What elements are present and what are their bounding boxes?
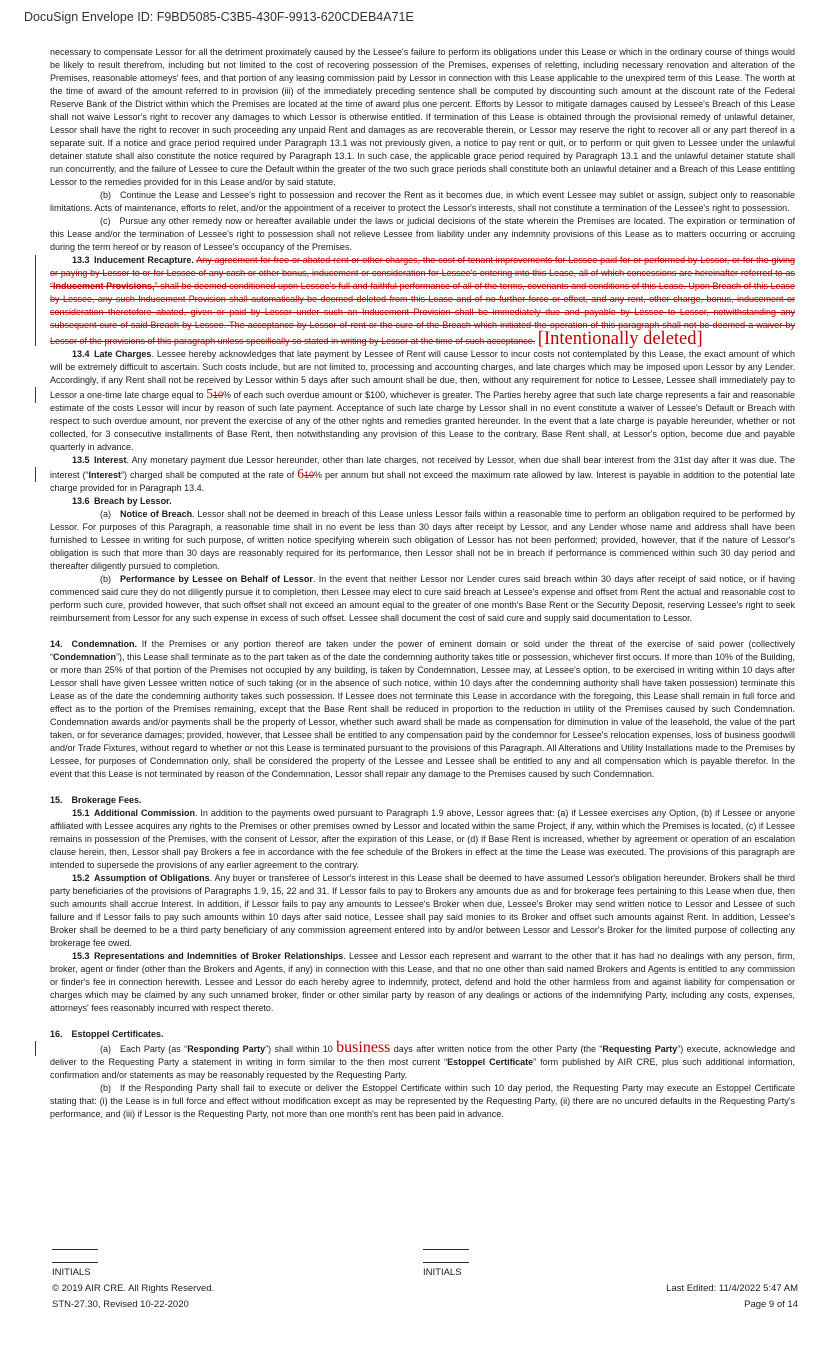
document-body: [50, 46, 795, 1121]
initials-label-left: INITIALS: [52, 1267, 91, 1278]
text-run: . Lessee hereby acknowledges that late payment by Lessee of Rent will cause Lessor to incur costs not contemplated by this Lease, the exact amount of which will be extremely difficult to ascertain. Such costs include, but are not limited to, processing and accounting charges, and late charges which may be imposed upon Lessor by any Lender. Accordingly, if any Rent shall not be received by Lessor within 5 days after such amount shall be due, then, without any requirement for notice to Lessee, Lessee shall immediately pay to Lessor a one-time late charge equal to: [50, 349, 795, 400]
text-run: Interest: [94, 455, 127, 465]
text-run: necessary to compensate Lessor for all the detriment proximately caused by the Lessee's failure to perform its obligations under this Lease or which in the ordinary course of things would be likely to result therefrom, including but not limited to the cost of recovering possession of the Premises, expenses of reletting, including necessary renovation and alteration of the Premises, reasonable attorneys' fees, and that portion of any leasing commission paid by Lessor in connection with this Lease applicable to the unexpired term of this Lease. The worth at the time of award of the amount referred to in provision (iii) of the immediately preceding sentence shall be computed by discounting such amount at the discount rate of the Federal Reserve Bank of the District within which the Premises are located at the time of award plus one percent. Efforts by Lessor to mitigate damages caused by Lessee's Breach of this Lease shall not waive Lessor's right to recover any damages to which Lessor is otherwise entitled. If termination of this Lease is obtained through the provisional remedy of unlawful detainer, Lessor shall have the right to recover in such proceeding any unpaid Rent and damages as are recoverable therein, or Lessor may reserve the right to recover all or any part thereof in a separate suit. If a notice and grace period required under Paragraph 13.1 was not previously given, a notice to pay rent or quit, or to perform or quit given to Lessee under the unlawful detainer statute shall also constitute the notice required by Paragraph 13.1. In such case, the applicable grace period required by Paragraph 13.1 and the unlawful detainer statute shall run concurrently, and the failure of Lessee to cure the Default within the greater of the two such grace periods shall constitute both an unlawful detainer and a Breach of this Lease entitling Lessor to the remedies provided for in this Lease and/or by said statute.: [50, 47, 795, 187]
text-run: . In the event that neither Lessor nor Lender cures said breach within 30 days after receipt of said notice, or if having commenced said cure they do not diligently pursue it to completion, then Lessee may elect to cure said breach at Lessee's expense and offset from Rent the actual and reasonable cost to perform such cure, provided however, that such offset shall not exceed an amount equal to the greater of one month's Base Rent or the Security Deposit, reserving Lessee's right to seek reimbursement from Lessor for any such expense in excess of such offset. Lessee shall document the cost of said cure and supply said documentation to Lessor.: [50, 574, 795, 623]
initials-line: [52, 1262, 98, 1263]
para-15-2-assumption-of-obligations: [50, 872, 795, 950]
text-run: 6: [297, 466, 305, 481]
text-run: 10: [212, 390, 223, 400]
text-run: Representations and Indemnities of Broker Relationships: [94, 951, 344, 961]
text-run: . Lessee and Lessor each represent and warrant to the other that it has had no dealings with any person, firm, broker, agent or finder (other than the Brokers and Agents, if any) in connection with this Lease, and that no one other than said named Brokers and Agents is entitled to any commission or finder's fee in connection herewith. Lessee and Lessor do each hereby agree to indemnify, protect, defend and hold the other harmless from and against liability for compensation or charges which may be claimed by any such unnamed broker, finder or other similar party by reason of any dealings or actions of the indemnifying Party, including any costs, expenses, attorneys' fees reasonably incurred with respect thereto.: [50, 951, 795, 1013]
para-15-3-representations-indemnities: [50, 950, 795, 1015]
para-16-b: [50, 1082, 795, 1121]
text-run: 15.1: [72, 808, 95, 818]
para-16-a: [50, 1041, 795, 1082]
page-number: Page 9 of 14: [744, 1299, 798, 1310]
text-run: Condemnation.: [71, 639, 138, 649]
text-run: Condemnation: [53, 652, 116, 662]
text-run: ”), this Lease shall terminate as to the part taken as of the date the condemning authority takes title or possession, whichever first occurs. If more than 10% of the Building, or more than 25% of that portion of the Premises not occupied by any building, is taken by Condemnation, Lessee may, at Lessee's option, to be exercised in writing within 10 days after Lessor shall have given Lessee written notice of such taking (or in the absence of such notice, within 10 days after the condemning authority shall have taken possession) terminate this Lease as of the date the condemning authority takes such possession. If Lessee does not terminate this Lease in accordance with the foregoing, this Lease shall remain in full force and effect as to the portion of the Premises remaining, except that the Base Rent shall be reduced in proportion to the reduction in utility of the Premises caused by such Condemnation. Condemnation awards and/or payments shall be the property of Lessor, whether such award shall be made as compensation for diminution in value of the leasehold, the value of the part taken, or for severance damages; provided, however, that Lessee shall be entitled to any compensation paid by the condemnor for Lessee's relocation expenses, loss of business goodwill and/or Trade Fixtures, without regard to whether or not this Lease is terminated pursuant to the provisions of this Paragraph. All Alterations and Utility Installations made to the Premises by Lessee, for purposes of Condemnation only, shall be considered the property of the Lessee and Lessee shall be entitled to any and all compensation which is payable therefor. In the event that this Lease is not terminated by reason of the Condemnation, Lessor shall repair any damage to the Premises caused by such Condemnation.: [50, 652, 795, 779]
text-run: 15.3: [72, 951, 95, 961]
para-13-5-interest: [50, 454, 795, 495]
text-run: Inducement Recapture.: [94, 255, 194, 265]
text-run: Interest: [88, 470, 121, 480]
text-run: (b) If the Responding Party shall fail to execute or deliver the Estoppel Certificate within such 10 day period, the Requesting Party may execute an Estoppel Certificate stating that: (i) the Lease is in full force and effect without modification except as may be represented by the Requesting Party, (ii) there are no uncured defaults in the Requesting Party's performance, and (iii) if Lessor is the Requesting Party, not more than one month's rent has been paid in advance.: [50, 1083, 795, 1119]
text-run: . Lessor shall not be deemed in breach of this Lease unless Lessor fails within a reasonable time to perform an obligation required to be performed by Lessor. For purposes of this Paragraph, a reasonable time shall in no event be less than 30 days after receipt by Lessor, and any Lender whose name and address shall have been furnished to Lessee in writing for such purpose, of written notice specifying wherein such obligation of Lessor has not been performed; provided, however, that if the nature of Lessor's obligation is such that more than 30 days are reasonably required for its performance, then Lessor shall not be in breach if performance is commenced within such 30 day period and thereafter diligently pursued to completion.: [50, 509, 795, 571]
text-run: 13.4: [72, 349, 95, 359]
last-edited-timestamp: Last Edited: 11/4/2022 5:47 AM: [666, 1283, 798, 1294]
text-run: 5: [206, 386, 213, 401]
text-run: (b) Continue the Lease and Lessee's right to possession and recover the Rent as it becomes due, in which event Lessee may sublet or assign, subject only to reasonable limitations. Acts of maintenance, efforts to relet, and/or the appointment of a receiver to protect the Lessor's interests, shall not constitute a termination of the Lessee's right to possession.: [50, 190, 795, 213]
text-run: Performance by Lessee on Behalf of Lessor: [120, 574, 313, 584]
text-run: ”) charged shall be computed at the rate of: [121, 470, 298, 480]
text-run: Any agreement for free or abated rent or other charges, the cost of tenant improvements for Lessee paid for or performed by Lessor, or for the giving or paying by Lessor to or for Lessee of any cash or other bonus, inducement or consideration for Lessee's entering into this Lease, all of which concessions are hereinafter referred to as “: [50, 255, 795, 291]
text-run: Notice of Breach: [120, 509, 193, 519]
text-run: 16. Estoppel Certificates.: [50, 1029, 164, 1039]
text-run: (c) Pursue any other remedy now or hereafter available under the laws or judicial decisions of the state wherein the Premises are located. The expiration or termination of this Lease and/or the termination of Lessee's right to possession shall not relieve Lessee from liability under any indemnity provisions of this Lease as to matters occurring or accruing during the term hereof or by reason of Lessee's occupancy of the Premises.: [50, 216, 795, 252]
para-13-6-b-performance-by-lessee: [50, 573, 795, 625]
text-run: [Intentionally deleted]: [537, 329, 703, 349]
para-13-2-b: [50, 189, 795, 215]
para-13-4-late-charges: [50, 348, 795, 454]
initials-line: [52, 1249, 98, 1250]
text-run: Assumption of Obligations: [94, 873, 210, 883]
para-14-condemnation: [50, 638, 795, 781]
text-run: 14.: [50, 639, 72, 649]
para-16-estoppel-certificates: [50, 1028, 795, 1041]
text-run: (a) Each Party (as “: [100, 1044, 188, 1054]
initials-line: [423, 1249, 469, 1250]
text-run: 15. Brokerage Fees.: [50, 795, 142, 805]
text-run: . Any monetary payment due Lessor hereunder, other than late charges, not received by Lessor, when due shall bear interest from the 31st day after it was due. The interest (“: [50, 455, 795, 480]
text-run: 10: [304, 470, 315, 480]
text-run: Breach by Lessor.: [94, 496, 172, 506]
text-run: % per annum but shall not exceed the maximum rate allowed by law. Interest is payable in addition to the potential late charge provided for in Paragraph 13.4.: [50, 470, 796, 493]
text-run: ”) execute, acknowledge and deliver to the Requesting Party a statement in writing in form similar to the then most current “: [50, 1044, 795, 1067]
text-run: % of each such overdue amount or $100, whichever is greater. The Parties hereby agree that such late charge represents a fair and reasonable estimate of the costs Lessor will incur by reason of such late payment. Acceptance of such late charge by Lessor shall in no event constitute a waiver of Lessee's Default or Breach with respect to such overdue amount, nor prevent the exercise of any of the other rights and remedies granted hereunder. In the event that a late charge is payable hereunder, whether or not collected, for 3 consecutive installments of Base Rent, then notwithstanding any provision of this Lease to the contrary, Base Rent shall, at Lessor's option, become due and payable quarterly in advance.: [50, 390, 795, 452]
para-13-6-breach-by-lessor: [50, 495, 795, 508]
docusign-envelope-id: DocuSign Envelope ID: F9BD5085-C3B5-430F-9913-620CDEB4A71E: [24, 10, 414, 24]
copyright-notice: © 2019 AIR CRE. All Rights Reserved.: [52, 1283, 215, 1294]
text-run: 13.3: [72, 255, 95, 265]
text-run: Estoppel Certificate: [447, 1057, 534, 1067]
para-13-3-inducement-recapture: [50, 254, 795, 348]
text-run: 13.5: [72, 455, 95, 465]
para-15-brokerage-fees: [50, 794, 795, 807]
text-run: business: [336, 1039, 391, 1056]
text-run: Responding Party: [187, 1044, 266, 1054]
text-run: . Any buyer or transferee of Lessor's interest in this Lease shall be deemed to have assumed Lessor's obligation hereunder. Brokers shall be third party beneficiaries of the provisions of Paragraphs 1.9, 15, 22 and 31. If Lessor fails to pay to Brokers any amounts due as and for brokerage fees pertaining to this Lease when due, then such amounts shall accrue Interest. In addition, if Lessor fails to pay any amounts to Lessee's Broker when due, Lessee's Broker may send written notice to Lessor and Lessee of such failure and if Lessor fails to pay such amounts within 10 days after said notice, Lessee shall pay said monies to its Broker and offset such amounts against Rent. In addition, Lessee's Broker shall be deemed to be a third party beneficiary of any commission agreement entered into by and/or between Lessor and Lessor's Broker for the limited purpose of collecting any brokerage fee owed.: [50, 873, 796, 948]
para-13-6-a-notice-of-breach: [50, 508, 795, 573]
text-run: (a): [100, 509, 120, 519]
form-id: STN-27.30, Revised 10-22-2020: [52, 1299, 189, 1310]
para-13-2-continuation: [50, 46, 795, 189]
text-run: ”) shall within 10: [265, 1044, 337, 1054]
text-run: 13.6: [72, 496, 95, 506]
text-run: days after written notice from the other Party (the “: [390, 1044, 603, 1054]
text-run: Late Charges: [94, 349, 152, 359]
text-run: Inducement Provisions,: [53, 281, 155, 291]
text-run: If the Premises or any portion thereof are taken under the power of eminent domain or sold under the threat of the exercise of said power (collectively “: [50, 639, 795, 662]
text-run: ” shall be deemed conditioned upon Lessee's full and faithful performance of all of the terms, covenants and conditions of this Lease. Upon Breach of this Lease by Lessee, any such Inducement Provision shall automatically be deemed deleted from this Lease and of no further force or effect, and any rent, other charge, bonus, inducement or consideration theretofore abated, given or paid by Lessor under such an Inducement Provision shall be immediately due and payable by Lessee to Lessor, notwithstanding any subsequent cure of said Breach by Lessee. The acceptance by Lessor of rent or the cure of the Breach which initiated the operation of this paragraph shall not be deemed a waiver by Lessor of the provisions of this paragraph unless specifically so stated in writing by Lessor at the time of such acceptance.: [50, 281, 795, 346]
text-run: Requesting Party: [602, 1044, 678, 1054]
text-run: ” form published by AIR CRE, plus such additional information, confirmation and/or statements as may be reasonably requested by the Requesting Party.: [50, 1057, 795, 1080]
initials-label-right: INITIALS: [423, 1267, 462, 1278]
text-run: (b): [100, 574, 120, 584]
text-run: . In addition to the payments owed pursuant to Paragraph 1.9 above, Lessor agrees that: (a) if Lessee exercises any Option, (b) if Lessee or anyone affiliated with Lessee acquires any rights to the Premises or other premises owned by Lessor and located within the same Project, if any, within which the Premises is located, (c) if Lessee remains in possession of the Premises, with the consent of Lessor, after the expiration of this Lease, or (d) if Base Rent is increased, whether by agreement or operation of an escalation clause herein, then, Lessor shall pay Brokers a fee in accordance with the fee schedule of the Brokers in effect at the time the Lease was executed. The provisions of this paragraph are intended to supersede the provisions of any earlier agreement to the contrary.: [50, 808, 795, 870]
para-15-1-additional-commission: [50, 807, 795, 872]
text-run: Additional Commission: [94, 808, 195, 818]
para-13-2-c: [50, 215, 795, 254]
initials-line: [423, 1262, 469, 1263]
text-run: 15.2: [72, 873, 95, 883]
